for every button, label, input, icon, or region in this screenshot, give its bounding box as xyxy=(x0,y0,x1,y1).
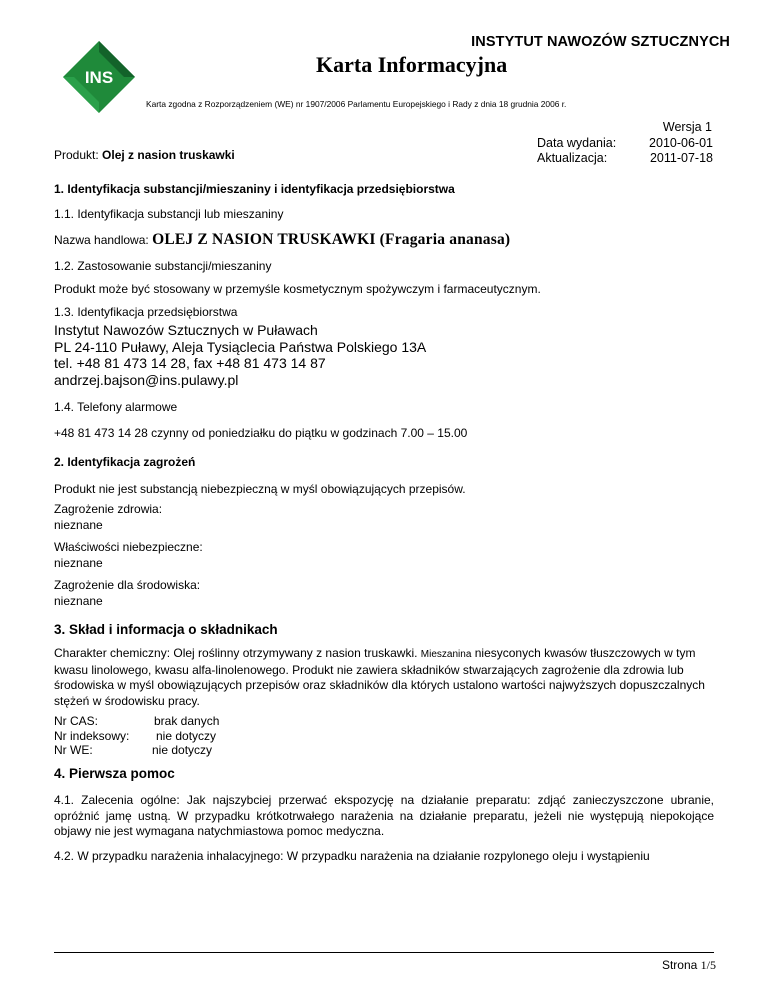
company-email: andrzej.bajson@ins.pulawy.pl xyxy=(54,371,239,388)
we-row xyxy=(54,743,213,758)
cas-label: Nr CAS: xyxy=(54,714,99,728)
product-usage: Produkt może być stosowany w przemyśle kosmetycznym spożywczym i farmaceutycznym. xyxy=(54,282,541,296)
logo-text: INS xyxy=(84,68,114,87)
chemical-character xyxy=(54,646,718,709)
company-street: PL 24-110 Puławy, Aleja Tysiąclecia Państwa Polskiego 13A xyxy=(54,338,427,355)
health-hazard-value: nieznane xyxy=(54,518,103,532)
regulation-note: Karta zgodna z Rozporządzeniem (WE) nr 1907/2006 Parlamentu Europejskiego i Rady z dnia 18 grudnia 2006 r. xyxy=(146,99,567,109)
section-3-heading: 3. Skład i informacja o składnikach xyxy=(54,622,278,637)
update-date-label: Aktualizacja: xyxy=(537,151,608,165)
page-indicator xyxy=(662,958,716,973)
first-aid-general: 4.1. Zalecenia ogólne: Jak najszybciej przerwać ekspozycję na działanie preparatu: zdjąć zanieczyszczone ubranie, opróżnić jamę ustną. W przypadku krótkotrwałego narażenia na działanie preparatu, jeżeli nie występują niepokojące objawy nie jest wymagana natychmiastowa pomoc medyczna. xyxy=(54,793,714,838)
chemical-character-text-2: niesyconych kwasów tłuszczowych w tym kwasu linolowego, kwasu alfa-linolenowego. Produkt nie zawiera składników stwarzających zagrożenie dla zdrowia lub środowiska w myśl obowiązujących przepisów oraz składników dla których ustalono wartości najwyższych dopuszczalnych stężeń w środowisku pracy. xyxy=(54,646,705,708)
section-1-1: 1.1. Identyfikacja substancji lub mieszaniny xyxy=(54,207,284,221)
issue-date-row xyxy=(537,136,713,150)
index-label: Nr indeksowy: xyxy=(54,728,130,743)
section-4-heading: 4. Pierwsza pomoc xyxy=(54,766,175,781)
ins-logo xyxy=(62,40,136,114)
section-1-2: 1.2. Zastosowanie substancji/mieszaniny xyxy=(54,259,272,273)
chemical-character-text-1: Charakter chemiczny: Olej roślinny otrzymywany z nasion truskawki. xyxy=(54,646,421,660)
section-1-4: 1.4. Telefony alarmowe xyxy=(54,400,178,414)
company-phones: tel. +48 81 473 14 28, fax +48 81 473 14 87 xyxy=(54,355,326,371)
chemical-character-small: Mieszanina xyxy=(420,649,472,660)
update-date-value: 2011-07-18 xyxy=(649,151,713,165)
company-name: Instytut Nawozów Sztucznych w Puławach xyxy=(54,322,318,338)
section-1-3: 1.3. Identyfikacja przedsiębiorstwa xyxy=(54,305,238,319)
env-hazard-label: Zagrożenie dla środowiska: xyxy=(54,578,201,592)
product-name: Olej z nasion truskawki xyxy=(102,148,235,162)
health-hazard-label: Zagrożenie zdrowia: xyxy=(54,502,163,516)
index-value: nie dotyczy xyxy=(156,728,217,743)
we-value: nie dotyczy xyxy=(152,743,213,757)
index-row xyxy=(54,728,217,744)
page-number: 1/5 xyxy=(700,958,716,972)
section-2-heading: 2. Identyfikacja zagrożeń xyxy=(54,455,196,469)
product-row xyxy=(54,148,235,162)
cas-row xyxy=(54,714,220,729)
page-label: Strona xyxy=(661,958,698,972)
product-label: Produkt: xyxy=(54,148,99,162)
env-hazard-value: nieznane xyxy=(54,594,103,608)
company-address xyxy=(54,322,426,388)
issue-date-value: 2010-06-01 xyxy=(649,136,713,150)
trade-name-row xyxy=(54,231,510,249)
document-title: Karta Informacyjna xyxy=(316,52,508,77)
trade-name: OLEJ Z NASION TRUSKAWKI (Fragaria ananasa) xyxy=(152,231,511,248)
first-aid-inhalation: 4.2. W przypadku narażenia inhalacyjnego: W przypadku narażenia na działanie rozpylonego oleju i wystąpieniu xyxy=(54,849,650,863)
institute-name: INSTYTUT NAWOZÓW SZTUCZNYCH xyxy=(471,34,730,50)
we-label: Nr WE: xyxy=(54,743,93,757)
footer-divider xyxy=(54,952,714,953)
section-1-heading: 1. Identyfikacja substancji/mieszaniny i identyfikacja przedsiębiorstwa xyxy=(54,182,455,196)
version-label: Wersja 1 xyxy=(662,120,712,134)
issue-date-label: Data wydania: xyxy=(537,136,617,150)
trade-name-label: Nazwa handlowa: xyxy=(54,233,149,247)
dangerous-props-label: Właściwości niebezpieczne: xyxy=(54,540,203,554)
identifiers xyxy=(54,714,220,758)
dangerous-props-value: nieznane xyxy=(54,556,103,570)
hazard-intro: Produkt nie jest substancją niebezpieczną w myśl obowiązujących przepisów. xyxy=(54,482,466,496)
update-date-row xyxy=(537,151,713,165)
cas-value: brak danych xyxy=(154,714,220,728)
alarm-phone: +48 81 473 14 28 czynny od poniedziałku do piątku w godzinach 7.00 – 15.00 xyxy=(54,426,468,440)
